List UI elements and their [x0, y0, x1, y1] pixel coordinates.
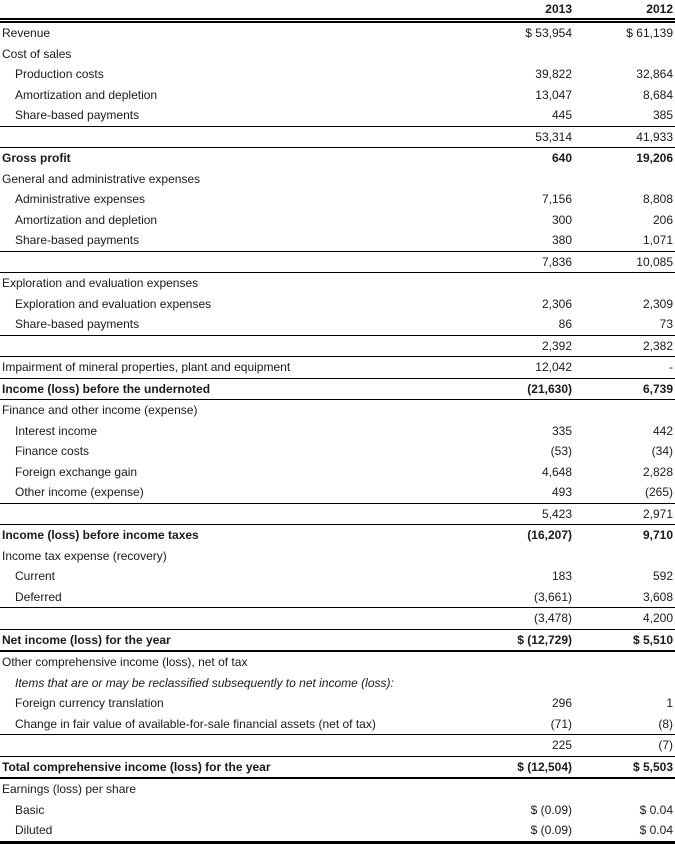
- section-header-row: [0, 273, 675, 294]
- value-2013: 12,042: [470, 357, 572, 379]
- row-label: [0, 503, 470, 525]
- value-2012: 1: [666, 696, 673, 711]
- value-2012: $ 5,503: [572, 756, 675, 778]
- value-2013: 7,156: [541, 192, 572, 207]
- value-2012: (8): [658, 716, 673, 731]
- table-row: [0, 820, 675, 842]
- value-2013: $ (0.09): [530, 802, 572, 817]
- row-label: Change in fair value of available-for-sale financial assets (net of tax): [15, 716, 376, 731]
- value-2012: 32,864: [636, 67, 673, 82]
- value-2013: 2,306: [541, 296, 572, 311]
- table-row: [0, 230, 675, 251]
- row-label: Gross profit: [2, 151, 71, 166]
- value-2013: [470, 44, 572, 65]
- value-2012: (265): [644, 485, 673, 500]
- row-label: Other comprehensive income (loss), net of tax: [2, 655, 248, 670]
- value-2012: [572, 546, 675, 567]
- row-label: Net income (loss) for the year: [0, 629, 470, 651]
- row-label: General and administrative expenses: [2, 171, 201, 186]
- row-label: [0, 608, 470, 630]
- value-2013: $ 53,954: [525, 26, 572, 41]
- value-2013: 493: [551, 485, 572, 500]
- section-header-row: [0, 400, 675, 421]
- table-row: [0, 482, 675, 503]
- row-label: Amortization and depletion: [15, 87, 158, 102]
- value-2012: [572, 673, 675, 694]
- value-2012: 2,382: [572, 335, 675, 357]
- row-label: Income (loss) before income taxes: [2, 528, 199, 543]
- subtotal-row: [0, 735, 675, 757]
- value-2013: $ (12,729): [470, 629, 572, 651]
- value-2013: (21,630): [470, 378, 572, 400]
- value-2012: [572, 400, 675, 421]
- value-2013: 39,822: [535, 67, 572, 82]
- value-2013: 225: [470, 735, 572, 757]
- value-2012: 41,933: [572, 126, 675, 148]
- section-header-row: [0, 546, 675, 567]
- row-label: Share-based payments: [15, 233, 140, 248]
- value-2012: 8,684: [642, 87, 673, 102]
- value-2013: (3,661): [533, 589, 572, 604]
- value-2012: 2,828: [642, 464, 673, 479]
- column-header-2012: 2012: [572, 0, 675, 21]
- value-2012: $ 61,139: [626, 26, 673, 41]
- value-2013: (53): [550, 444, 572, 459]
- row-label: Deferred: [15, 589, 62, 604]
- table-row: [0, 294, 675, 315]
- value-2013: 335: [551, 423, 572, 438]
- row-label: Foreign currency translation: [15, 696, 164, 711]
- value-2013: 300: [551, 212, 572, 227]
- row-label: Finance and other income (expense): [2, 403, 198, 418]
- column-header-spacer: [0, 0, 470, 21]
- column-header-row: [0, 0, 675, 21]
- value-2012: 8,808: [642, 192, 673, 207]
- value-2013: 7,836: [470, 251, 572, 273]
- value-2012: 19,206: [636, 151, 673, 166]
- table-row: [0, 314, 675, 335]
- table-row: [0, 210, 675, 231]
- row-label: Items that are or may be reclassified subsequently to net income (loss):: [15, 675, 394, 690]
- value-2013: 640: [551, 151, 572, 166]
- value-2012: 3,608: [642, 589, 673, 604]
- subtotal-row: [0, 126, 675, 148]
- row-label: Administrative expenses: [15, 192, 146, 207]
- section-header-row: [0, 651, 675, 673]
- row-label: [0, 735, 470, 757]
- value-2013: 13,047: [535, 87, 572, 102]
- table-row: [0, 629, 675, 651]
- section-header-row: [0, 169, 675, 190]
- table-row: [0, 64, 675, 85]
- value-2012: [572, 44, 675, 65]
- row-label: Basic: [15, 802, 45, 817]
- value-2013: [470, 651, 572, 673]
- value-2012: -: [572, 357, 675, 379]
- value-2013: 296: [551, 696, 572, 711]
- value-2012: 6,739: [572, 378, 675, 400]
- row-label: Interest income: [15, 423, 98, 438]
- value-2013: 380: [551, 233, 572, 248]
- value-2013: $ (0.09): [470, 820, 572, 842]
- table-row: [0, 714, 675, 735]
- table-row: [0, 21, 675, 44]
- row-label: [0, 251, 470, 273]
- value-2013: [470, 273, 572, 294]
- row-label: Production costs: [15, 67, 104, 82]
- row-label: Exploration and evaluation expenses: [2, 276, 199, 291]
- value-2012: 385: [652, 108, 673, 123]
- row-label: Impairment of mineral properties, plant and equipment: [0, 357, 470, 379]
- value-2012: 9,710: [642, 528, 673, 543]
- row-label: Share-based payments: [15, 108, 140, 123]
- value-2013: 5,423: [470, 503, 572, 525]
- value-2012: 10,085: [572, 251, 675, 273]
- row-label: [0, 335, 470, 357]
- table-row: [0, 421, 675, 442]
- value-2012: 592: [652, 569, 673, 584]
- subtotal-row: [0, 503, 675, 525]
- section-header-row: [0, 778, 675, 800]
- value-2012: 1,071: [642, 233, 673, 248]
- value-2013: [470, 400, 572, 421]
- table-row: [0, 357, 675, 379]
- table-row: [0, 800, 675, 821]
- row-label: Current: [15, 569, 56, 584]
- table-row: [0, 587, 675, 608]
- subtotal-row: [0, 335, 675, 357]
- row-label: Earnings (loss) per share: [2, 782, 137, 797]
- value-2012: (7): [572, 735, 675, 757]
- row-label: Income (loss) before the undernoted: [0, 378, 470, 400]
- table-row: [0, 441, 675, 462]
- value-2012: [572, 651, 675, 673]
- row-label: Total comprehensive income (loss) for the year: [0, 756, 470, 778]
- value-2012: [572, 778, 675, 800]
- value-2013: 53,314: [470, 126, 572, 148]
- table-row: [0, 673, 675, 694]
- value-2013: 445: [551, 108, 572, 123]
- table-row: [0, 85, 675, 106]
- table-row: [0, 525, 675, 546]
- value-2013: [470, 778, 572, 800]
- value-2012: 206: [652, 212, 673, 227]
- table-row: [0, 378, 675, 400]
- value-2013: 183: [551, 569, 572, 584]
- row-label: Finance costs: [15, 444, 90, 459]
- row-label: Foreign exchange gain: [15, 464, 138, 479]
- row-label: [0, 126, 470, 148]
- value-2012: (34): [651, 444, 673, 459]
- value-2013: $ (12,504): [470, 756, 572, 778]
- table-body: [0, 21, 675, 843]
- subtotal-row: [0, 251, 675, 273]
- row-label: Amortization and depletion: [15, 212, 158, 227]
- value-2012: 442: [652, 423, 673, 438]
- table-row: [0, 693, 675, 714]
- section-header-row: [0, 44, 675, 65]
- row-label: Income tax expense (recovery): [2, 548, 167, 563]
- value-2013: [470, 673, 572, 694]
- value-2013: 4,648: [541, 464, 572, 479]
- row-label: Diluted: [0, 820, 470, 842]
- value-2013: 86: [558, 317, 572, 332]
- column-header-2013: 2013: [470, 0, 572, 21]
- value-2012: 2,309: [642, 296, 673, 311]
- value-2012: 4,200: [572, 608, 675, 630]
- value-2013: (71): [550, 716, 572, 731]
- table-row: [0, 462, 675, 483]
- table-row: [0, 105, 675, 126]
- value-2012: 73: [659, 317, 673, 332]
- row-label: Revenue: [2, 26, 51, 41]
- subtotal-row: [0, 608, 675, 630]
- value-2013: (16,207): [527, 528, 572, 543]
- value-2012: 2,971: [572, 503, 675, 525]
- value-2013: [470, 169, 572, 190]
- row-label: Other income (expense): [15, 485, 144, 500]
- row-label: Exploration and evaluation expenses: [15, 296, 212, 311]
- table-row: [0, 756, 675, 778]
- table-row: [0, 566, 675, 587]
- value-2012: $ 5,510: [572, 629, 675, 651]
- row-label: Cost of sales: [2, 46, 72, 61]
- value-2013: [470, 546, 572, 567]
- value-2012: [572, 169, 675, 190]
- value-2013: 2,392: [470, 335, 572, 357]
- table-row: [0, 148, 675, 169]
- value-2012: $ 0.04: [572, 820, 675, 842]
- value-2012: [572, 273, 675, 294]
- value-2013: (3,478): [470, 608, 572, 630]
- value-2012: $ 0.04: [639, 802, 673, 817]
- table-row: [0, 189, 675, 210]
- row-label: Share-based payments: [15, 317, 140, 332]
